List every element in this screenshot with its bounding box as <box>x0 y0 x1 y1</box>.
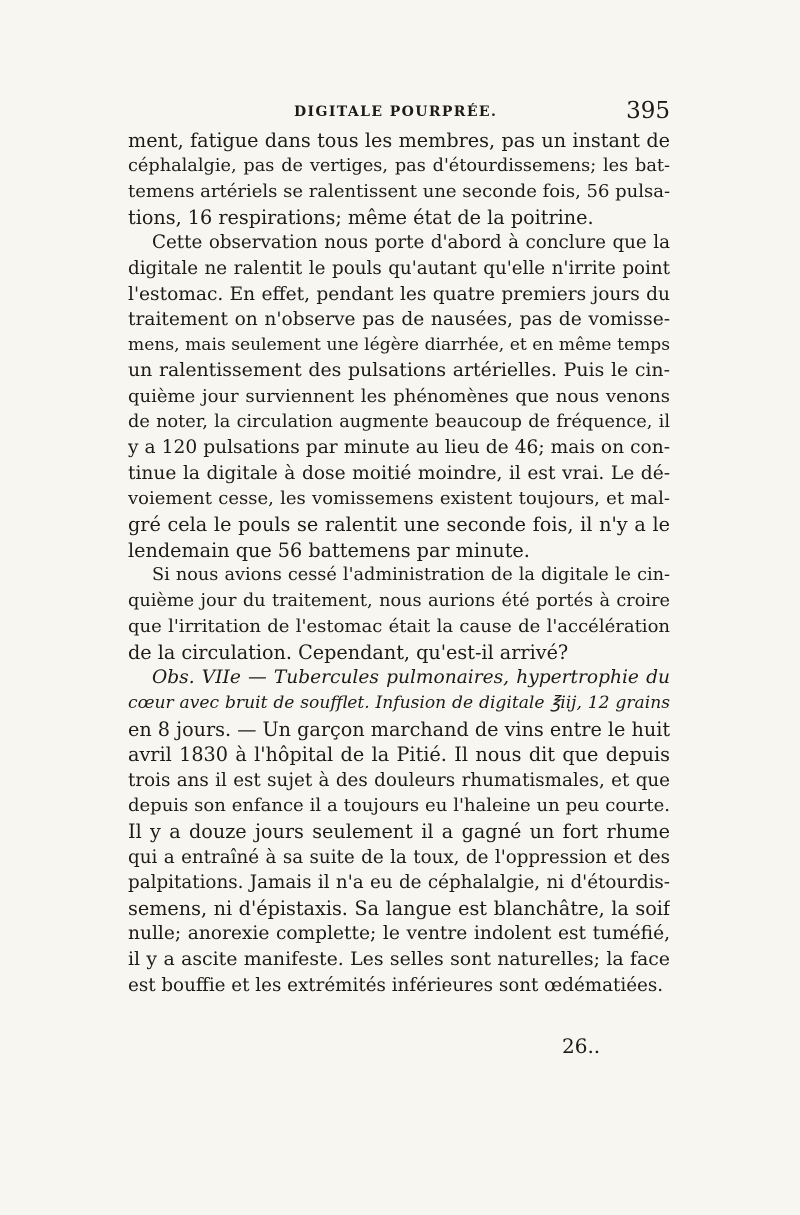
text-line: ment, fatigue dans tous les membres, pas un instant de <box>128 129 670 152</box>
text-line: quième jour du traitement, nous aurions été portés à croire <box>128 590 670 611</box>
text-line: Si nous avions cessé l'administration de la digitale le cin- <box>152 565 670 586</box>
observation-heading: Obs. VIIe — Tubercules pulmonaires, hypertrophie du <box>152 667 670 689</box>
text-line: palpitations. Jamais il n'a eu de céphalalgie, ni d'étourdis- <box>128 872 670 894</box>
text-line: tions, 16 respirations; même état de la poitrine. <box>128 205 594 229</box>
text-line: mens, mais seulement une légère diarrhée, et en même temps <box>128 334 670 355</box>
text-line: que l'irritation de l'estomac était la cause de l'accélération <box>128 616 670 638</box>
text-line: traitement on n'observe pas de nausées, pas de vomisse- <box>128 309 670 331</box>
text-line: de noter, la circulation augmente beaucoup de fréquence, il <box>128 411 670 432</box>
text-line: nulle; anorexie complette; le ventre indolent est tuméfié, <box>128 923 670 945</box>
text-line: un ralentissement des pulsations artérielles. Puis le cin- <box>128 359 670 382</box>
text-line: qui a entraîné à sa suite de la toux, de l'oppression et des <box>128 846 670 868</box>
text-line: temens artériels se ralentissent une seconde fois, 56 pulsa- <box>128 181 670 203</box>
text-line: il y a ascite manifeste. Les selles sont naturelles; la face <box>128 948 670 970</box>
text-line: Il y a douze jours seulement il a gagné un fort rhume <box>128 820 670 844</box>
text-line: avril 1830 à l'hôpital de la Pitié. Il nous dit que depuis <box>128 743 670 767</box>
body-text <box>128 128 670 998</box>
text-line: gré cela le pouls se ralentit une seconde fois, il n'y a le <box>128 512 670 536</box>
signature-mark: 26.. <box>562 1034 601 1058</box>
text-line: de la circulation. Cependant, qu'est-il arrivé? <box>128 640 569 664</box>
text-line: depuis son enfance il a toujours eu l'haleine un peu courte. <box>128 795 670 817</box>
text-line: lendemain que 56 battemens par minute. <box>128 538 530 562</box>
text-line: digitale ne ralentit le pouls qu'autant qu'elle n'irrite point <box>128 257 670 279</box>
text-line: Cette observation nous porte d'abord à conclure que la <box>152 232 670 254</box>
text-line: semens, ni d'épistaxis. Sa langue est blanchâtre, la soif <box>128 896 670 920</box>
text-line: voiement cesse, les vomissemens existent toujours, et mal- <box>128 488 670 510</box>
text-line: quième jour surviennent les phénomènes que nous venons <box>128 385 670 407</box>
page-number: 395 <box>626 98 670 124</box>
running-title: DIGITALE POURPRÉE. <box>294 104 498 120</box>
text-line: céphalalgie, pas de vertiges, pas d'étourdissemens; les bat- <box>128 155 670 176</box>
text-line: trois ans il est sujet à des douleurs rhumatismales, et que <box>128 769 670 791</box>
text-line: tinue la digitale à dose moitié moindre, il est vrai. Le dé- <box>128 462 670 484</box>
text-line: l'estomac. En effet, pendant les quatre premiers jours du <box>128 283 670 305</box>
text-line: est bouffie et les extrémités inférieures sont œdématiées. <box>128 974 664 996</box>
text-line: en 8 jours. — Un garçon marchand de vins entre le huit <box>128 717 670 741</box>
running-head <box>128 98 670 128</box>
text-line: y a 120 pulsations par minute au lieu de 46; mais on con- <box>128 437 670 459</box>
observation-heading: cœur avec bruit de soufflet. Infusion de digitale ℥iij, 12 grains <box>128 693 670 714</box>
